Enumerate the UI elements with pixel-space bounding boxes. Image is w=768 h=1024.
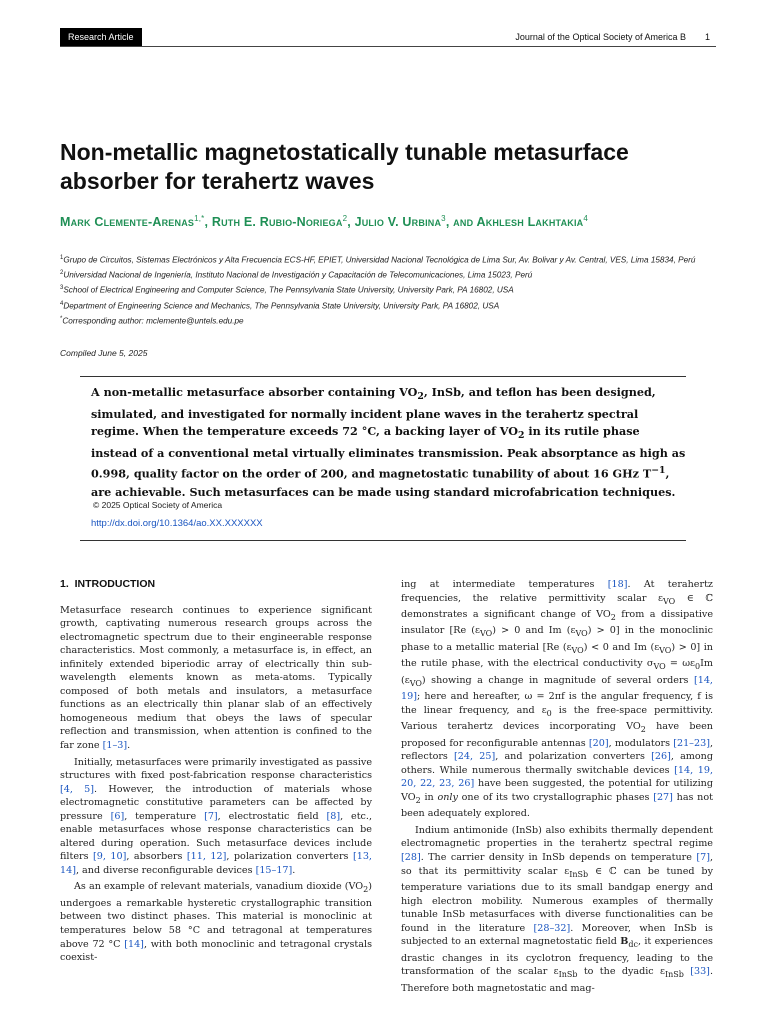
affiliation-item: [60, 252, 720, 267]
citation-link[interactable]: [33]: [690, 966, 710, 978]
citation-link[interactable]: [14, 19]: [401, 674, 713, 703]
author-affil-mark: 1,*: [194, 214, 205, 223]
citation-link[interactable]: [15–17]: [255, 864, 293, 876]
page-number: 1: [704, 32, 710, 42]
citation-link[interactable]: [8]: [326, 810, 341, 822]
paragraph: Initially, metasurfaces were primarily investigated as passive structures with fixed post-fabrication response characteristics [4, 5]. However, the introduction of materials whose electromagnetic constitutive parameters can be affected by pressure [6], temperature [7], electrostatic field [8], etc., enable metasurfaces whose response characteristics can be altered during operation. Such metasurface devices include filters [9, 10], absorbers [11, 12], polarization converters [13, 14], and diverse reconfigurable devices [15–17].: [60, 756, 373, 876]
citation-link[interactable]: [18]: [607, 579, 628, 590]
author-affil-mark: 4: [583, 214, 589, 223]
author-list: Mark Clemente-Arenas$^{1,*}$, Ruth E. Rubio-Noriega$^2$, Julio V. Urbina$^3$, and Akhlesh Lakhtakia$^4$: [60, 214, 589, 230]
abstract: A non-metallic metasurface absorber containing $VO_2$, InSb, and teflon has been designed, simulated, and investigated for normally incident plane waves in the terahertz spectral regime. When the temperature exceeds 72 °C, a backing layer of $VO_2$ in its rutile phase instead of a conventional metal virtually eliminates transmission. Peak absorptance as high as 0.998, quality factor on the order of 200, and magnetostatic tunability of about 16 GHz $T^{-1}$, are achievable. Such metasurfaces can be made using standard microfabrication techniques.: [91, 385, 686, 499]
citation-link[interactable]: [7]: [696, 852, 710, 863]
affiliation-list: [60, 252, 720, 328]
author-conjunction: , and: [445, 215, 474, 230]
citation-link[interactable]: [24, 25]: [454, 751, 496, 763]
compiled-date: Compiled June 5, 2025: [60, 348, 148, 358]
citation-link[interactable]: [21–23]: [673, 737, 710, 749]
citation-link[interactable]: [6]: [110, 810, 125, 822]
affiliation-item: [60, 267, 720, 282]
abstract-bottom-rule: [80, 540, 686, 541]
author-name[interactable]: Ruth E. Rubio-Noriega: [211, 215, 343, 230]
citation-link[interactable]: [13, 14]: [60, 851, 372, 876]
citation-link[interactable]: [28]: [401, 852, 421, 863]
paragraph: As an example of relevant materials, vanadium dioxide $(VO_2)$ undergoes a remarkable hysteretic crystallographic transition between two distinct phases. This material is monoclinic at temperatures below 58 °C and tetragonal at temperatures above 72 °C [14], with both monoclinic and tetragonal crystals coexist-: [60, 881, 372, 964]
section-heading: 1. INTRODUCTION: [60, 578, 156, 590]
paragraph: ing at intermediate temperatures [18]. At terahertz frequencies, the relative permittivity scalar $\varepsilon_{VO}$ ∈ ℂ demonstrates a significant change of $VO_2$ from a dissipative insulator [Re $(\varepsilon_{VO}) > 0$ and Im $(\varepsilon_{VO}) > 0$] in the monoclinic phase to a metallic material [Re $(\varepsilon_{VO}) < 0$ and Im $(\varepsilon_{VO}) > 0$] in the rutile phase, with the electrical conductivity $\sigma_{VO} = \omega\varepsilon_0Im$ $(\varepsilon_{VO})$ showing a change in magnitude of several orders [14, 19]; here and hereafter, ω = 2πf is the angular frequency, f is the linear frequency, and $\varepsilon_0$ is the free-space permittivity. Various terahertz devices incorporating $VO_2$ have been proposed for reconfigurable antennas [20], modulators [21–23], reflectors [24, 25], and polarization converters [26], among others. While numerous thermally switchable devices [14, 19, 20, 22, 23, 26] have been suggested, the potential for utilizing $VO_2$ in only one of its two crystallographic phases [27] has not been adequately explored.: [401, 579, 714, 820]
right-column: [401, 578, 713, 998]
doi-link[interactable]: http://dx.doi.org/10.1364/ao.XX.XXXXXX: [91, 518, 263, 529]
affil-mark: 3: [60, 285, 64, 292]
author-affil-mark: 2: [342, 214, 348, 223]
affil-text: Universidad Nacional de Ingeniería, Instituto Nacional de Investigación y Capacitación de Telecomunicaciones, Lima 15023, Perú: [63, 270, 533, 280]
citation-link[interactable]: [14]: [124, 938, 144, 950]
abstract-top-rule: [80, 376, 686, 377]
corresponding-author: [60, 313, 720, 328]
copyright-notice: © 2025 Optical Society of America: [93, 500, 223, 510]
affil-mark: 4: [60, 300, 64, 307]
paper-title: Non-metallic magnetostatically tunable metasurface absorber for terahertz waves: [60, 139, 629, 194]
affil-text: School of Electrical Engineering and Computer Science, The Pennsylvania State University, University Park, PA 16802, USA: [63, 286, 514, 296]
author-affil-mark: 3: [441, 214, 446, 223]
affil-mark: 2: [60, 270, 64, 277]
affil-text: Grupo de Circuitos, Sistemas Electrónicos y Alta Frecuencia ECS-HF, EPIET, Universidad Nacional Tecnológica de Lima Sur, Av. Bolivar y Av. Central, VES, Lima 15834, Perú: [63, 255, 696, 265]
running-header: [60, 28, 716, 47]
journal-name: Journal of the Optical Society of America B: [515, 32, 686, 42]
affil-text: Department of Engineering Science and Mechanics, The Pennsylvania State University, University Park, PA 16802, USA: [63, 301, 500, 311]
citation-link[interactable]: [1–3]: [102, 740, 128, 752]
citation-link[interactable]: [20]: [588, 737, 609, 749]
affil-mark: 1: [60, 255, 64, 261]
citation-link[interactable]: [14, 19, 20, 22, 23, 26]: [401, 764, 713, 790]
article-type-badge: Research Article: [60, 28, 142, 46]
citation-link[interactable]: [9, 10]: [93, 851, 127, 863]
citation-link[interactable]: [27]: [653, 791, 673, 803]
affil-text: Corresponding author: mclemente@untels.edu.pe: [62, 316, 244, 326]
author-name[interactable]: Julio V. Urbina: [354, 215, 442, 230]
citation-link[interactable]: [28–32]: [533, 922, 571, 934]
citation-link[interactable]: [7]: [204, 810, 218, 822]
affiliation-item: [60, 282, 720, 297]
author-name[interactable]: Mark Clemente-Arenas: [60, 215, 195, 230]
affiliation-item: [60, 298, 720, 313]
citation-link[interactable]: [26]: [651, 751, 671, 763]
paragraph: Indium antimonide (InSb) also exhibits thermally dependent electromagnetic properties in the terahertz spectral regime [28]. The carrier density in InSb depends on temperature [7], so that its permittivity scalar $\varepsilon_{InSb}$ ∈ ℂ can be tuned by temperature variations due to its small bandgap energy and high electron mobility. Numerous examples of thermally tunable InSb metasurfaces with diverse functionalities can be found in the literature [28–32]. Moreover, when InSb is subjected to an external magnetostatic field $B_{dc}$, it experiences drastic changes in its cyclotron frequency, leading to the transformation of the scalar $\varepsilon_{InSb}$ to the dyadic $\varepsilon_{InSb}$ [33]. Therefore both magnetostatic and mag-: [401, 824, 713, 994]
author-name[interactable]: Akhlesh Lakhtakia: [476, 215, 584, 230]
paragraph: Metasurface research continues to experience significant growth, captivating numerous research groups across the electromagnetic spectrum due to their engineerable response characteristics. Most commonly, a metasurface is, in effect, an infinitely extended biperiodic array of electrically thin sub-wavelength elements known as meta-atoms. Typically composed of both metals and insulators, a metasurface functions as an electrically thin planar slab of an effectively homogeneous medium that obeys the laws of specular reflection and transmission, when attention is confined to the far zone [1–3].: [60, 604, 372, 752]
citation-link[interactable]: [11, 12]: [186, 851, 227, 863]
citation-link[interactable]: [4, 5]: [60, 783, 95, 795]
left-column: [60, 578, 372, 968]
affil-mark: *: [60, 315, 63, 322]
